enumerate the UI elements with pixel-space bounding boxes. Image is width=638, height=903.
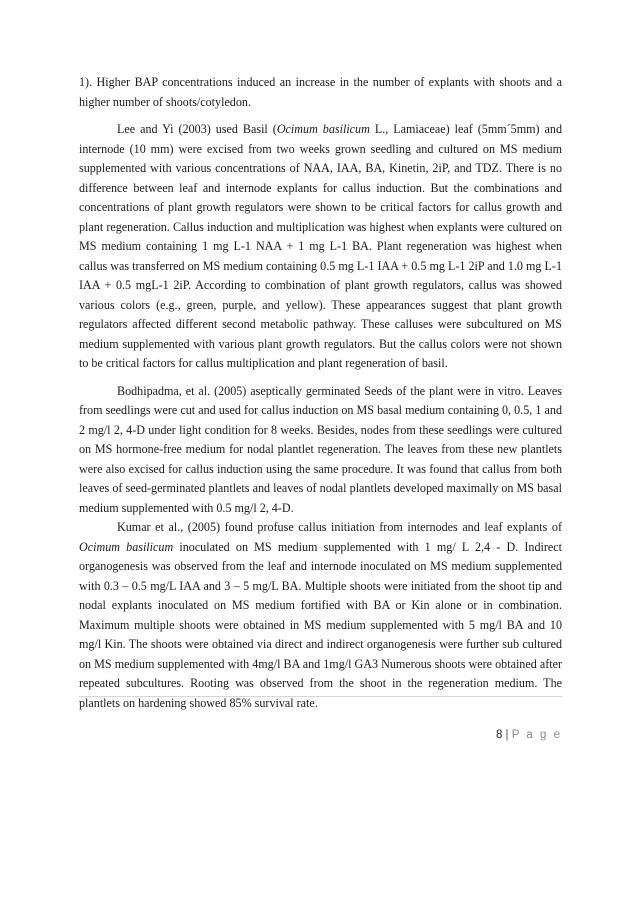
page-footer	[79, 729, 562, 741]
paragraph-lee-yi-post: L., Lamiaceae) leaf (5mm´5mm) and internode (10 mm) were excised from two weeks grown seedling and cultured on MS medium supplemented with various concentrations of NAA, IAA, BA, Kinetin, 2iP, and TDZ. There is no difference between leaf and internode explants for callus induction. But the combinations and concentrations of plant growth regulators were shown to be critical factors for callus growth and plant regeneration. Callus induction and multiplication was highest when explants were cultured on MS medium containing 1 mg L-1 NAA + 1 mg L-1 BA. Plant regeneration was highest when callus was transferred on MS medium containing 0.5 mg L-1 IAA + 0.5 mg L-1 2iP and 1.0 mg L-1 IAA + 0.5 mgL-1 2iP. According to combination of plant growth regulators, callus was showed various colors (e.g., green, purple, and yellow). These appearances suggest that plant growth regulators affected different second metabolic pathway. These calluses were subcultured on MS medium supplemented with various plant growth regulators. But the callus colors were not shown to be critical factors for callus multiplication and plant regeneration of basil.	[79, 122, 562, 370]
paragraph-lee-yi-pre: Lee and Yi (2003) used Basil (	[117, 122, 277, 136]
footer-separator: |	[505, 729, 509, 741]
paragraph-kumar-post: inoculated on MS medium supplemented with 1 mg/ L 2,4 - D. Indirect organogenesis was observed from the leaf and internode inoculated on MS medium supplemented with 0.3 – 0.5 mg/L IAA and 3 – 5 mg/L BA. Multiple shoots were initiated from the shoot tip and nodal explants inoculated on MS medium fortified with BA or Kin alone or in combination. Maximum multiple shoots were obtained in MS medium supplemented with 5 mg/l BA and 10 mg/l Kin. The shoots were obtained via direct and indirect organogenesis were further sub cultured on MS medium supplemented with 4mg/l BA and 1mg/l GA3 Numerous shoots were obtained after repeated subcultures. Rooting was observed from the shoot in the regeneration medium. The plantlets on hardening showed 85% survival rate.	[79, 539, 562, 710]
species-name: Ocimum basilicum	[79, 539, 174, 554]
paragraph-intro-continuation: 1). Higher BAP concentrations induced an increase in the number of explants with shoots and a higher number of shoots/cotyledon.	[79, 75, 562, 109]
paragraph-kumar	[79, 518, 562, 713]
document-body	[79, 73, 562, 713]
page-label: P a g e	[511, 729, 562, 741]
page-number: 8	[495, 729, 503, 741]
footer-divider	[79, 696, 562, 697]
paragraph-bodhipadma: Bodhipadma, et al. (2005) aseptically germinated Seeds of the plant were in vitro. Leaves from seedlings were cut and used for callus induction on MS basal medium containing 0, 0.5, 1 and 2 mg/l 2, 4-D under light condition for 8 weeks. Besides, nodes from these seedlings were cultured on MS hormone-free medium for nodal plantlet regeneration. The leaves from these new plantlets were also excised for callus induction using the same procedure. It was found that callus from both leaves of seed-germinated plantlets and leaves of nodal plantlets developed maximally on MS basal medium supplemented with 0.5 mg/l 2, 4-D.	[79, 383, 562, 515]
paragraph-kumar-pre: Kumar et al., (2005) found profuse callus initiation from internodes and leaf explants of	[117, 520, 562, 534]
paragraph-lee-yi	[79, 120, 562, 374]
species-name: Ocimum basilicum	[276, 122, 370, 136]
